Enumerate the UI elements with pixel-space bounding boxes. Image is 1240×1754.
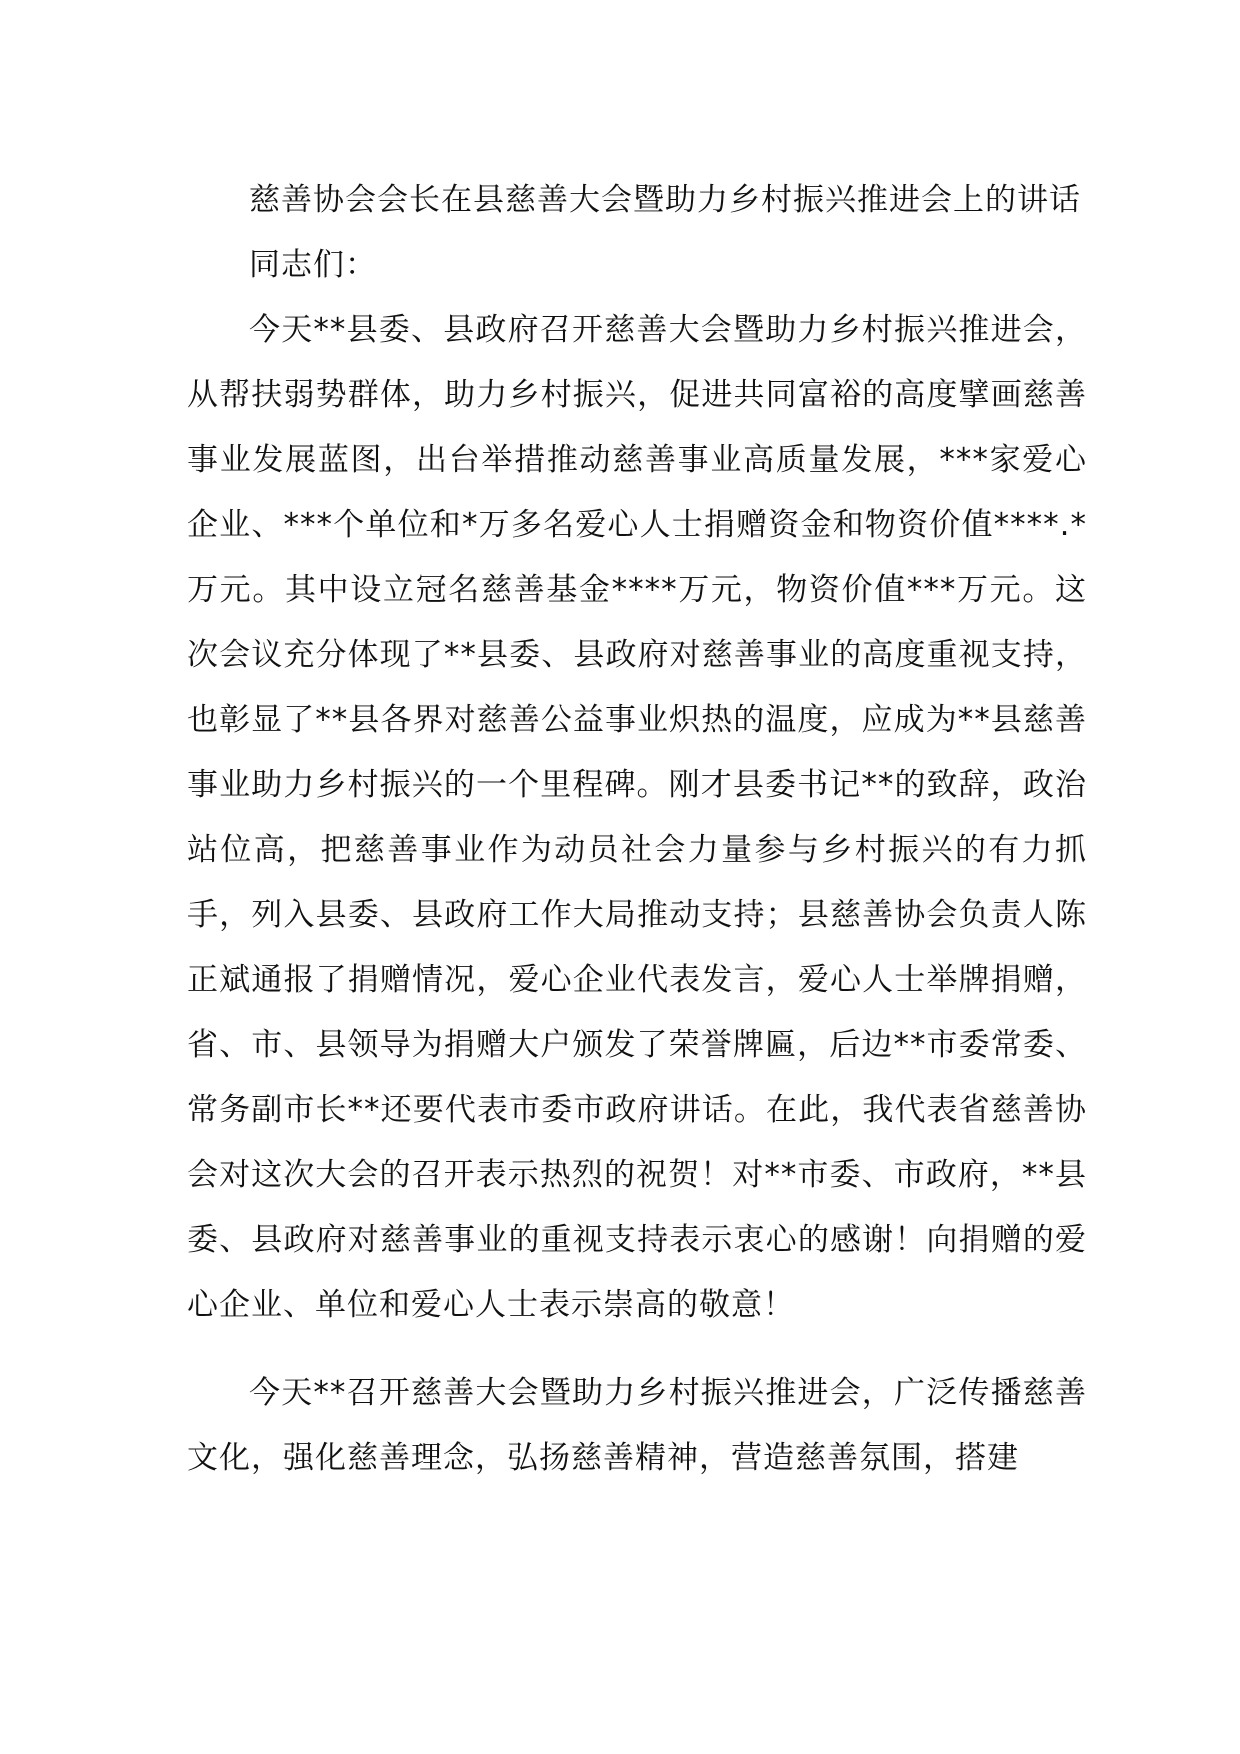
salutation: 同志们： — [249, 247, 377, 283]
document-title: 慈善协会会长在县慈善大会暨助力乡村振兴推进会上的讲话 — [249, 182, 1081, 218]
document-body — [187, 168, 1087, 1491]
body-paragraph-2: 今天**召开慈善大会暨助力乡村振兴推进会，广泛传播慈善文化，强化慈善理念，弘扬慈善精神，营造慈善氛围，搭建 — [187, 1375, 1087, 1476]
body-paragraph-1: 今天**县委、县政府召开慈善大会暨助力乡村振兴推进会，从帮扶弱势群体，助力乡村振兴，促进共同富裕的高度擘画慈善事业发展蓝图，出台举措推动慈善事业高质量发展，***家爱心企业、***个单位和*万多名爱心人士捐赠资金和物资价值****.*万元。其中设立冠名慈善基金****万元，物资价值***万元。这次会议充分体现了**县委、县政府对慈善事业的高度重视支持，也彰显了**县各界对慈善公益事业炽热的温度，应成为**县慈善事业助力乡村振兴的一个里程碑。刚才县委书记**的致辞，政治站位高，把慈善事业作为动员社会力量参与乡村振兴的有力抓手，列入县委、县政府工作大局推动支持；县慈善协会负责人陈正斌通报了捐赠情况，爱心企业代表发言，爱心人士举牌捐赠，省、市、县领导为捐赠大户颁发了荣誉牌匾，后边**市委常委、常务副市长**还要代表市委市政府讲话。在此，我代表省慈善协会对这次大会的召开表示热烈的祝贺！对**市委、市政府，**县委、县政府对慈善事业的重视支持表示衷心的感谢！向捐赠的爱心企业、单位和爱心人士表示崇高的敬意！ — [187, 312, 1087, 1323]
